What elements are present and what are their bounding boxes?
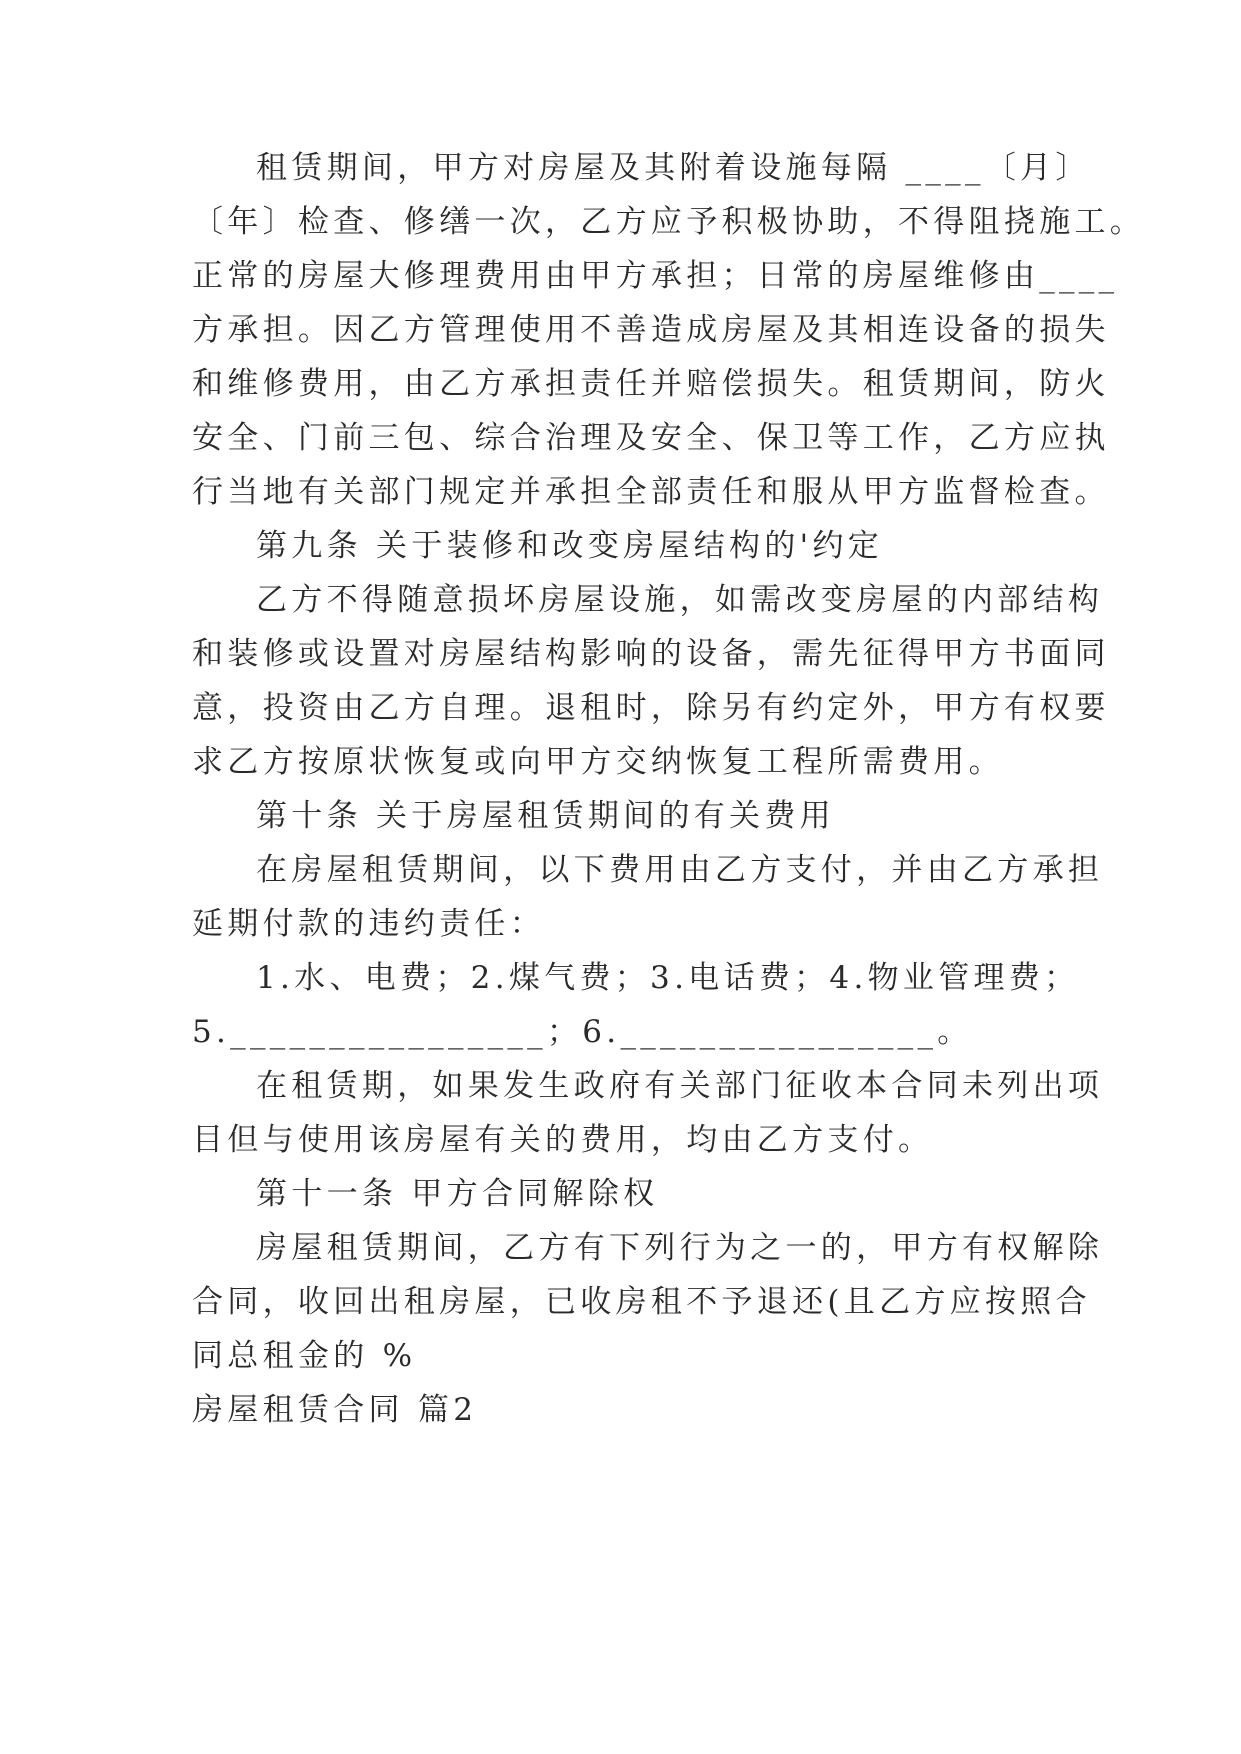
text-line: 1.水、电费；2.煤气费；3.电话费；4.物业管理费； (256, 960, 1080, 996)
section-heading: 第十条 关于房屋租赁期间的有关费用 (256, 798, 835, 834)
text-line: 房屋租赁期间，乙方有下列行为之一的，甲方有权解除 (256, 1230, 1104, 1266)
text-line: 乙方不得随意损坏房屋设施，如需改变房屋的内部结构 (256, 582, 1104, 618)
text-line: 意，投资由乙方自理。退租时，除另有约定外，甲方有权要 (192, 690, 1110, 726)
text-line: 安全、门前三包、综合治理及安全、保卫等工作，乙方应执 (192, 420, 1110, 456)
text-line: 合同，收回出租房屋，已收房租不予退还(且乙方应按照合 (192, 1284, 1091, 1320)
text-line: 行当地有关部门规定并承担全部责任和服从甲方监督检查。 (192, 474, 1110, 510)
text-line: 求乙方按原状恢复或向甲方交纳恢复工程所需费用。 (192, 744, 1004, 780)
text-line: 和装修或设置对房屋结构影响的设备，需先征得甲方书面同 (192, 636, 1110, 672)
text-line: 在租赁期，如果发生政府有关部门征收本合同未列出项 (256, 1068, 1104, 1104)
text-line: 5.________________；6.________________。 (192, 1014, 973, 1050)
text-line: 方承担。因乙方管理使用不善造成房屋及其相连设备的损失 (192, 312, 1110, 348)
section-heading: 第九条 关于装修和改变房屋结构的'约定 (256, 528, 884, 564)
text-line: 租赁期间，甲方对房屋及其附着设施每隔 ____〔月〕 (256, 150, 1091, 186)
text-line: 在房屋租赁期间，以下费用由乙方支付，并由乙方承担 (256, 852, 1104, 888)
text-line: 正常的房屋大修理费用由甲方承担；日常的房屋维修由____ (192, 258, 1119, 294)
text-line: 延期付款的违约责任： (192, 906, 545, 942)
document-subtitle: 房屋租赁合同 篇2 (192, 1392, 478, 1428)
text-line: 〔年〕检查、修缮一次，乙方应予积极协助，不得阻挠施工。 (192, 204, 1146, 240)
text-line: 目但与使用该房屋有关的费用，均由乙方支付。 (192, 1122, 934, 1158)
section-heading: 第十一条 甲方合同解除权 (256, 1176, 659, 1212)
text-line: 和维修费用，由乙方承担责任并赔偿损失。租赁期间，防火 (192, 366, 1110, 402)
text-line: 同总租金的 % (192, 1338, 417, 1374)
